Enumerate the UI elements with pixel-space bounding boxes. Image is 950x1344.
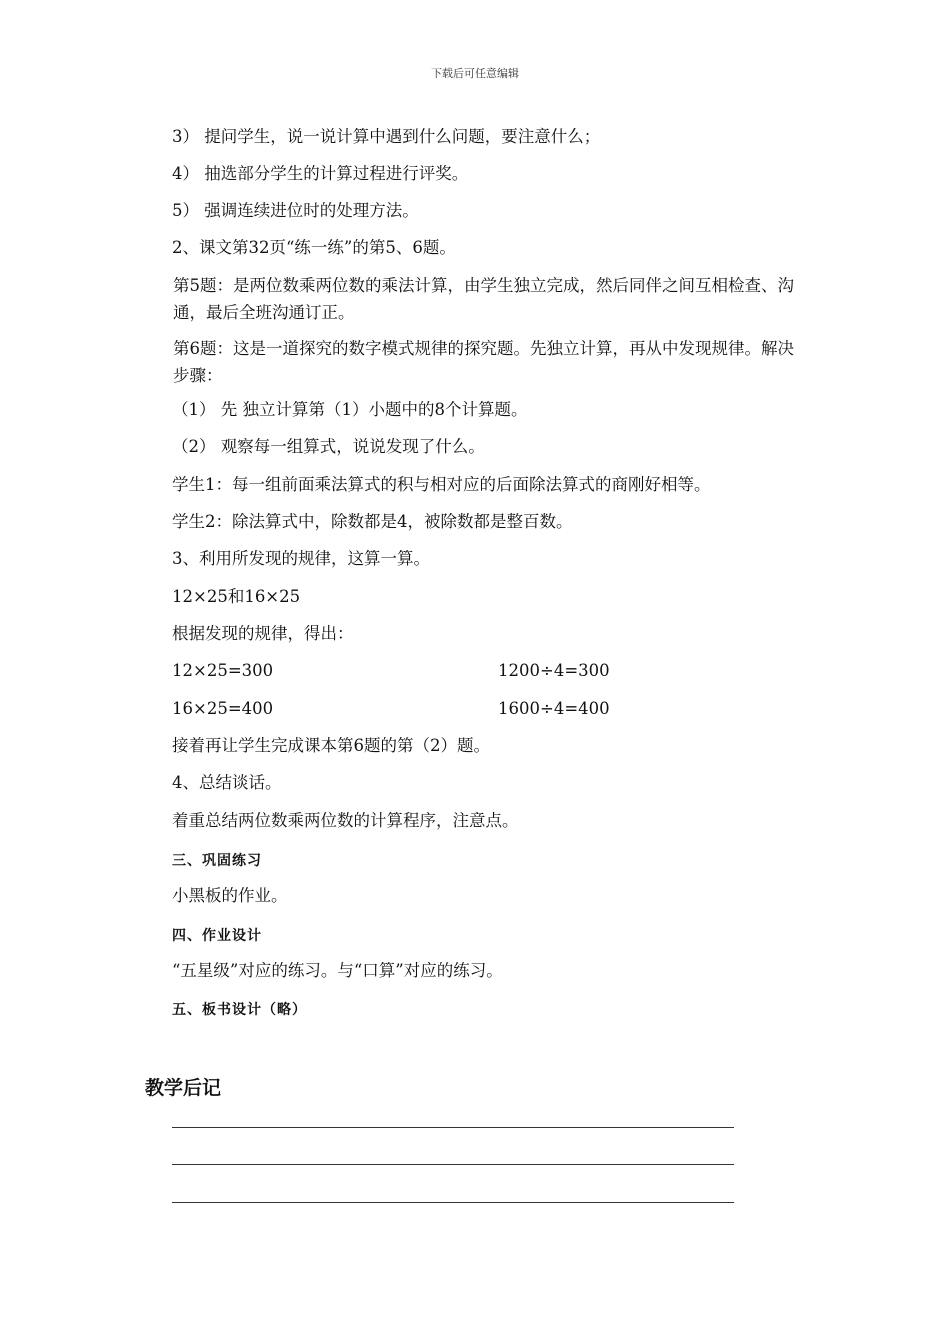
followup-text: 接着再让学生完成课本第6题的第（2）题。 bbox=[172, 736, 490, 755]
step-4: 4） 抽选部分学生的计算过程进行评奖。 bbox=[172, 164, 469, 183]
equation-2b: 1600÷4=400 bbox=[498, 699, 610, 718]
paragraph-q6-text: 第6题：这是一道探究的数字模式规律的探究题。先独立计算，再从中发现规律。解决步骤： bbox=[173, 339, 794, 385]
step-3: 3） 提问学生，说一说计算中遇到什么问题，要注意什么； bbox=[172, 127, 601, 146]
substep-1: （1） 先 独立计算第（1）小题中的8个计算题。 bbox=[172, 400, 528, 419]
section-title: 教学后记 bbox=[145, 1077, 222, 1099]
summary-text: 着重总结两位数乘两位数的计算程序，注意点。 bbox=[172, 811, 519, 830]
paragraph-q6 bbox=[145, 335, 805, 389]
step-5: 5） 强调连续进位时的处理方法。 bbox=[172, 201, 419, 220]
writing-line-3 bbox=[172, 1202, 734, 1203]
exercise-intro: 2、课文第32页“练一练”的第5、6题。 bbox=[172, 238, 456, 257]
heading-practice: 三、巩固练习 bbox=[172, 853, 262, 869]
equation-row-1 bbox=[172, 660, 610, 682]
paragraph-q5-text: 第5题：是两位数乘两位数的乘法计算，由学生独立完成，然后同伴之间互相检查、沟通，最后全班沟通订正。 bbox=[173, 276, 794, 322]
paragraph-q5 bbox=[145, 272, 805, 326]
heading-homework: 四、作业设计 bbox=[172, 928, 262, 944]
heading-board-design: 五、板书设计（略） bbox=[172, 1002, 307, 1018]
equation-1a: 12×25=300 bbox=[172, 661, 274, 680]
student-2: 学生2：除法算式中，除数都是4，被除数都是整百数。 bbox=[172, 512, 573, 531]
student-1: 学生1：每一组前面乘法算式的积与相对应的后面除法算式的商刚好相等。 bbox=[172, 475, 711, 494]
writing-line-2 bbox=[172, 1164, 734, 1165]
writing-line-1 bbox=[172, 1127, 734, 1128]
page-header: 下载后可任意编辑 bbox=[431, 67, 519, 80]
derive-text: 根据发现的规律，得出： bbox=[172, 624, 354, 643]
practice-text: 小黑板的作业。 bbox=[172, 886, 288, 905]
expressions: 12×25和16×25 bbox=[172, 587, 301, 606]
step-summary: 4、总结谈话。 bbox=[172, 773, 282, 792]
equation-2a: 16×25=400 bbox=[172, 699, 274, 718]
equation-row-2 bbox=[172, 698, 610, 720]
homework-text: “五星级”对应的练习。与“口算”对应的练习。 bbox=[172, 961, 503, 980]
substep-2: （2） 观察每一组算式，说说发现了什么。 bbox=[172, 437, 485, 456]
equation-1b: 1200÷4=300 bbox=[498, 661, 610, 680]
step-apply: 3、利用所发现的规律，这算一算。 bbox=[172, 549, 430, 568]
